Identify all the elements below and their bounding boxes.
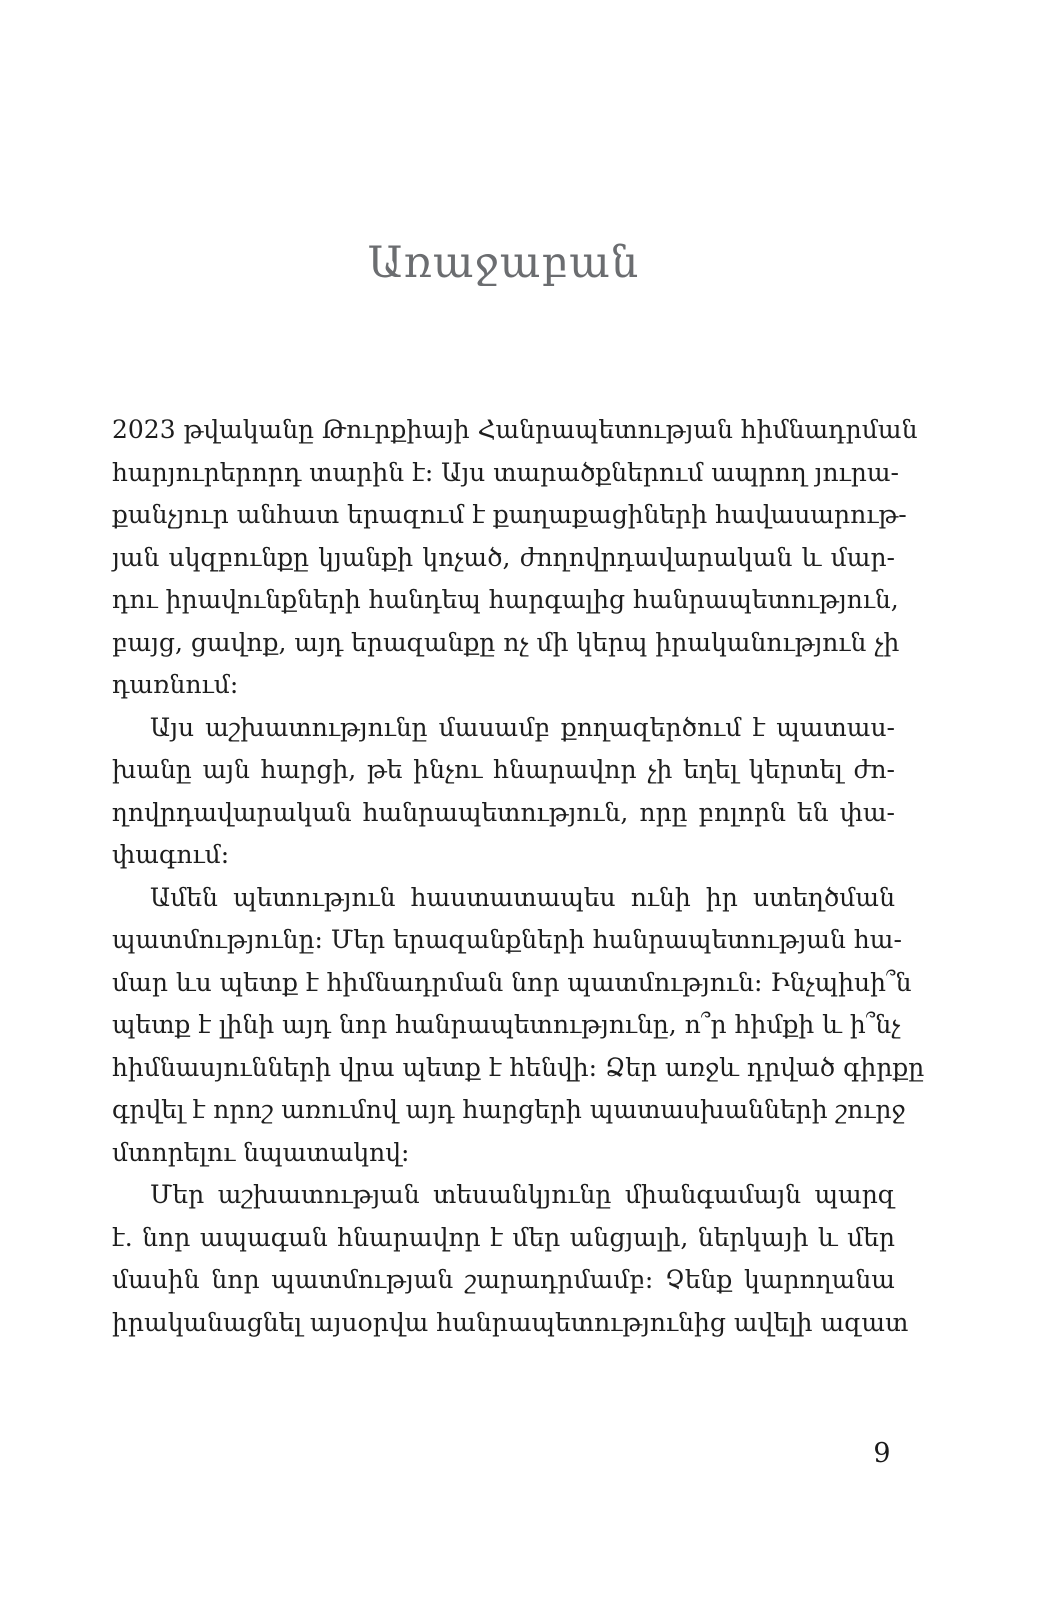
text-line: յան սկզբունքը կյանքի կոչած, ժողովրդավարական և մար-	[112, 542, 895, 572]
text-line: գրվել է որոշ առումով այդ հարցերի պատասխանների շուրջ	[112, 1095, 906, 1124]
text-line: դու իրավունքների հանդեպ հարգալից հանրապետություն,	[112, 585, 899, 614]
text-line: մասին նոր պատմության շարադրմամբ: Չենք կարողանա	[112, 1265, 895, 1294]
text-line: խանը այն հարցի, թե ինչու հնարավոր չի եղել կերտել ժո-	[112, 755, 895, 784]
text-line: Ամեն պետություն հաստատապես ունի իր ստեղծման	[150, 882, 895, 912]
text-line: մար ևս պետք է հիմնադրման նոր պատմություն: Ինչպիսի՞ն	[112, 967, 912, 997]
text-line: պետք է լինի այդ նոր հանրապետությունը, ո՞ր հիմքի և ի՞նչ	[112, 1010, 901, 1039]
body-text	[112, 409, 925, 1344]
text-line: իրականացնել այսօրվա հանրապետությունից ավելի ազատ	[112, 1307, 909, 1337]
text-line: դառնում:	[112, 670, 239, 699]
paragraph	[112, 1174, 909, 1344]
text-line: Մեր աշխատության տեսանկյունը միանգամայն պարզ	[150, 1180, 895, 1209]
text-line: պատմությունը: Մեր երազանքների հանրապետության հա-	[112, 925, 902, 954]
page-title: Առաջաբան	[367, 238, 640, 288]
text-line: բայց, ցավոք, այդ երազանքը ոչ մի կերպ իրականություն չի	[112, 627, 900, 657]
text-line: հարյուրերորդ տարին է: Այս տարածքներում ապրող յուրա-	[112, 457, 899, 487]
text-line: հիմնասյունների վրա պետք է հենվի: Ձեր առջև դրված գիրքը	[112, 1052, 925, 1082]
text-line: քանչյուր անհատ երազում է քաղաքացիների հավասարութ-	[112, 500, 907, 529]
paragraph	[112, 409, 918, 707]
text-line: է. նոր ապագան հնարավոր է մեր անցյալի, ներկայի և մեր	[112, 1222, 895, 1252]
paragraph	[112, 707, 895, 877]
paragraph	[112, 877, 925, 1175]
text-line: մտորելու նպատակով:	[112, 1137, 410, 1167]
page-number: 9	[873, 1438, 891, 1469]
text-line: փագում:	[112, 840, 230, 869]
text-line: ղովրդավարական հանրապետություն, որը բոլորն են փա-	[112, 797, 895, 827]
text-line: 2023 թվականը Թուրքիայի Հանրապետության հիմնադրման	[112, 415, 918, 444]
text-line: Այս աշխատությունը մասամբ քողազերծում է պատաս-	[150, 712, 895, 742]
